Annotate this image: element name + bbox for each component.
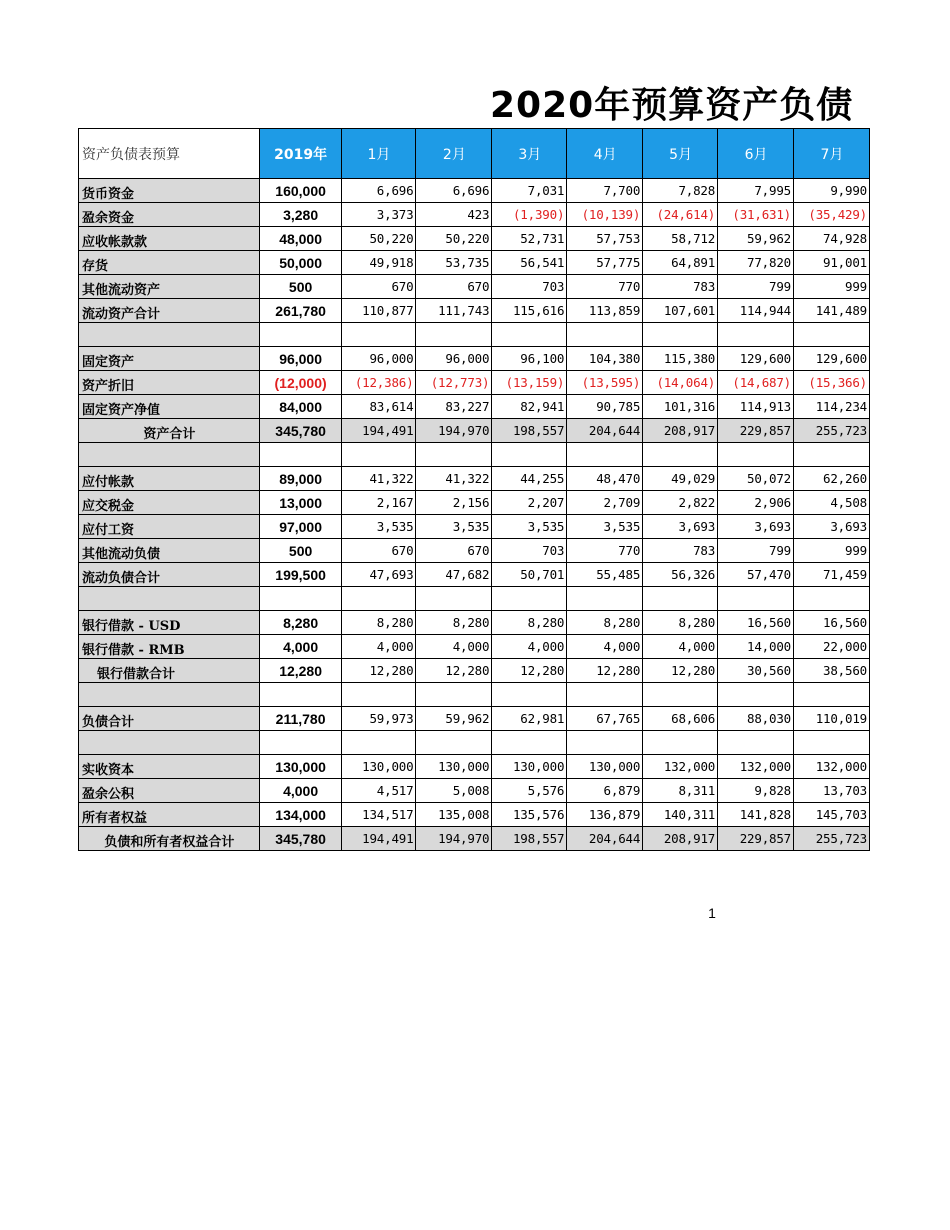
table-row [79,659,870,683]
month-value-cell[interactable]: 130,000 [341,755,416,779]
empty-cell[interactable] [259,587,341,611]
month-value-cell[interactable]: 5,008 [416,779,492,803]
month-value-cell[interactable]: 110,877 [341,299,416,323]
month-value-cell[interactable]: 3,535 [341,515,416,539]
month-value-cell[interactable]: 3,535 [492,515,567,539]
month-value-cell[interactable]: 2,822 [643,491,718,515]
month-value-cell[interactable]: 57,775 [567,251,643,275]
month-value-cell[interactable]: 132,000 [794,755,870,779]
spreadsheet-viewport [78,128,870,863]
empty-cell[interactable] [643,683,718,707]
empty-cell[interactable] [567,323,643,347]
month-value-cell[interactable]: 41,322 [341,467,416,491]
empty-cell[interactable] [259,323,341,347]
table-row [79,467,870,491]
month-value-cell[interactable]: 783 [643,275,718,299]
month-value-cell[interactable]: 3,535 [567,515,643,539]
month-value-cell[interactable]: 229,857 [718,419,794,443]
empty-cell[interactable] [794,587,870,611]
month-value-cell[interactable]: 208,917 [643,419,718,443]
month-value-cell[interactable]: (12,386) [341,371,416,395]
month-value-cell[interactable]: 135,008 [416,803,492,827]
month-value-cell[interactable]: 3,693 [643,515,718,539]
month-value-cell[interactable]: 783 [643,539,718,563]
empty-cell[interactable] [341,683,416,707]
month-value-cell[interactable]: 132,000 [718,755,794,779]
row-label[interactable]: 其他流动负债 [79,539,260,563]
table-row [79,395,870,419]
month-value-cell[interactable]: 91,001 [794,251,870,275]
month-value-cell[interactable]: 423 [416,203,492,227]
column-header[interactable]: 4月 [567,129,643,179]
month-value-cell[interactable]: 16,560 [794,611,870,635]
month-value-cell[interactable]: 12,280 [416,659,492,683]
month-value-cell[interactable]: 38,560 [794,659,870,683]
row-label[interactable]: 资产合计 [79,419,260,443]
base-year-cell[interactable]: 97,000 [259,515,341,539]
empty-cell[interactable] [341,443,416,467]
month-value-cell[interactable]: 6,879 [567,779,643,803]
month-value-cell[interactable]: 204,644 [567,419,643,443]
month-value-cell[interactable]: (24,614) [643,203,718,227]
empty-cell[interactable] [718,731,794,755]
month-value-cell[interactable]: 129,600 [718,347,794,371]
base-year-cell[interactable]: 84,000 [259,395,341,419]
month-value-cell[interactable]: 101,316 [643,395,718,419]
empty-cell[interactable] [341,731,416,755]
month-value-cell[interactable]: 59,973 [341,707,416,731]
month-value-cell[interactable]: 2,167 [341,491,416,515]
corner-label: 资产负债表预算 [79,129,260,179]
month-value-cell[interactable]: 110,019 [794,707,870,731]
month-value-cell[interactable]: 6,696 [416,179,492,203]
month-value-cell[interactable]: 59,962 [416,707,492,731]
month-value-cell[interactable]: 9,990 [794,179,870,203]
month-value-cell[interactable]: 82,941 [492,395,567,419]
month-value-cell[interactable]: 130,000 [567,755,643,779]
month-value-cell[interactable]: 114,944 [718,299,794,323]
month-value-cell[interactable]: 670 [341,275,416,299]
empty-cell[interactable] [416,731,492,755]
column-header[interactable]: 7月 [794,129,870,179]
base-year-cell[interactable]: 261,780 [259,299,341,323]
empty-cell[interactable] [259,443,341,467]
month-value-cell[interactable]: 88,030 [718,707,794,731]
base-year-cell[interactable]: 48,000 [259,227,341,251]
month-value-cell[interactable]: 62,981 [492,707,567,731]
row-label-cell[interactable] [79,323,260,347]
empty-cell[interactable] [643,731,718,755]
empty-cell[interactable] [416,587,492,611]
month-value-cell[interactable]: (14,064) [643,371,718,395]
month-value-cell[interactable]: 670 [416,539,492,563]
empty-cell[interactable] [492,323,567,347]
empty-cell[interactable] [567,731,643,755]
base-year-cell[interactable]: 12,280 [259,659,341,683]
month-value-cell[interactable]: 703 [492,539,567,563]
month-value-cell[interactable]: 62,260 [794,467,870,491]
month-value-cell[interactable]: (31,631) [718,203,794,227]
month-value-cell[interactable]: 194,970 [416,827,492,851]
month-value-cell[interactable]: (14,687) [718,371,794,395]
month-value-cell[interactable]: 3,535 [416,515,492,539]
month-value-cell[interactable]: 4,000 [643,635,718,659]
row-label[interactable]: 资产折旧 [79,371,260,395]
base-year-cell[interactable]: 134,000 [259,803,341,827]
blank-row [79,731,870,755]
column-header[interactable]: 6月 [718,129,794,179]
empty-cell[interactable] [718,587,794,611]
month-value-cell[interactable]: 255,723 [794,827,870,851]
month-value-cell[interactable]: 115,616 [492,299,567,323]
month-value-cell[interactable]: (12,773) [416,371,492,395]
row-label[interactable]: 所有者权益 [79,803,260,827]
table-row [79,371,870,395]
month-value-cell[interactable]: 50,220 [341,227,416,251]
month-value-cell[interactable]: 8,280 [643,611,718,635]
row-label-cell[interactable] [79,587,260,611]
row-label-cell[interactable] [79,683,260,707]
table-body [79,179,870,851]
column-header[interactable]: 3月 [492,129,567,179]
empty-cell[interactable] [643,443,718,467]
month-value-cell[interactable]: 96,000 [416,347,492,371]
month-value-cell[interactable]: 7,031 [492,179,567,203]
empty-cell[interactable] [259,731,341,755]
month-value-cell[interactable]: 74,928 [794,227,870,251]
row-label[interactable]: 存货 [79,251,260,275]
table-row [79,827,870,851]
empty-cell[interactable] [643,323,718,347]
row-label[interactable]: 盈余资金 [79,203,260,227]
month-value-cell[interactable]: 8,280 [416,611,492,635]
month-value-cell[interactable]: 49,918 [341,251,416,275]
row-label[interactable]: 货币资金 [79,179,260,203]
month-value-cell[interactable]: 999 [794,275,870,299]
month-value-cell[interactable]: 670 [416,275,492,299]
month-value-cell[interactable]: 59,962 [718,227,794,251]
table-row [79,611,870,635]
month-value-cell[interactable]: 999 [794,539,870,563]
month-value-cell[interactable]: 56,541 [492,251,567,275]
month-value-cell[interactable]: 12,280 [492,659,567,683]
month-value-cell[interactable]: 130,000 [416,755,492,779]
row-label[interactable]: 固定资产净值 [79,395,260,419]
empty-cell[interactable] [567,683,643,707]
month-value-cell[interactable]: 194,491 [341,827,416,851]
base-year-cell[interactable]: 500 [259,275,341,299]
month-value-cell[interactable]: 56,326 [643,563,718,587]
month-value-cell[interactable]: 77,820 [718,251,794,275]
table-row [79,275,870,299]
empty-cell[interactable] [794,443,870,467]
month-value-cell[interactable]: 2,207 [492,491,567,515]
month-value-cell[interactable]: 141,828 [718,803,794,827]
table-row [79,635,870,659]
month-value-cell[interactable]: 198,557 [492,827,567,851]
month-value-cell[interactable]: 130,000 [492,755,567,779]
row-label[interactable]: 银行借款合计 [79,659,260,683]
month-value-cell[interactable]: 204,644 [567,827,643,851]
empty-cell[interactable] [567,587,643,611]
base-year-cell[interactable]: 211,780 [259,707,341,731]
base-year-cell[interactable]: 160,000 [259,179,341,203]
blank-row [79,443,870,467]
month-value-cell[interactable]: 53,735 [416,251,492,275]
row-label-cell[interactable] [79,731,260,755]
month-value-cell[interactable]: 770 [567,275,643,299]
month-value-cell[interactable]: 3,373 [341,203,416,227]
month-value-cell[interactable]: 49,029 [643,467,718,491]
month-value-cell[interactable]: 670 [341,539,416,563]
base-year-cell[interactable]: 130,000 [259,755,341,779]
month-value-cell[interactable]: 198,557 [492,419,567,443]
month-value-cell[interactable]: 44,255 [492,467,567,491]
month-value-cell[interactable]: (35,429) [794,203,870,227]
column-header[interactable]: 1月 [341,129,416,179]
month-value-cell[interactable]: 12,280 [341,659,416,683]
base-year-cell[interactable]: 199,500 [259,563,341,587]
month-value-cell[interactable]: 30,560 [718,659,794,683]
month-value-cell[interactable]: 58,712 [643,227,718,251]
month-value-cell[interactable]: 4,000 [567,635,643,659]
base-year-cell[interactable]: 4,000 [259,779,341,803]
base-year-cell[interactable]: 96,000 [259,347,341,371]
month-value-cell[interactable]: (13,595) [567,371,643,395]
empty-cell[interactable] [718,443,794,467]
column-header[interactable]: 2月 [416,129,492,179]
table-row [79,779,870,803]
month-value-cell[interactable]: 71,459 [794,563,870,587]
base-year-cell[interactable]: 50,000 [259,251,341,275]
row-label[interactable]: 负债合计 [79,707,260,731]
row-label[interactable]: 银行借款 - USD [79,611,260,635]
month-value-cell[interactable]: 55,485 [567,563,643,587]
empty-cell[interactable] [718,323,794,347]
month-value-cell[interactable]: 140,311 [643,803,718,827]
month-value-cell[interactable]: 68,606 [643,707,718,731]
base-year-cell[interactable]: 8,280 [259,611,341,635]
month-value-cell[interactable]: 114,913 [718,395,794,419]
month-value-cell[interactable]: 3,693 [794,515,870,539]
month-value-cell[interactable]: 770 [567,539,643,563]
month-value-cell[interactable]: 115,380 [643,347,718,371]
table-row [79,179,870,203]
empty-cell[interactable] [341,587,416,611]
month-value-cell[interactable]: 194,491 [341,419,416,443]
row-label[interactable]: 其他流动资产 [79,275,260,299]
month-value-cell[interactable]: 134,517 [341,803,416,827]
month-value-cell[interactable]: 129,600 [794,347,870,371]
month-value-cell[interactable]: 229,857 [718,827,794,851]
month-value-cell[interactable]: 12,280 [567,659,643,683]
table-row [79,419,870,443]
month-value-cell[interactable]: 4,000 [492,635,567,659]
month-value-cell[interactable]: 8,280 [341,611,416,635]
month-value-cell[interactable]: 145,703 [794,803,870,827]
month-value-cell[interactable]: 16,560 [718,611,794,635]
base-year-cell[interactable]: 345,780 [259,827,341,851]
row-label[interactable]: 盈余公积 [79,779,260,803]
base-year-cell[interactable]: 345,780 [259,419,341,443]
month-value-cell[interactable]: 50,220 [416,227,492,251]
month-value-cell[interactable]: 9,828 [718,779,794,803]
month-value-cell[interactable]: 8,280 [567,611,643,635]
month-value-cell[interactable]: 7,828 [643,179,718,203]
month-value-cell[interactable]: 3,693 [718,515,794,539]
month-value-cell[interactable]: 48,470 [567,467,643,491]
sheet-title: 2020年预算资产负债 [490,85,854,126]
month-value-cell[interactable]: 64,891 [643,251,718,275]
empty-cell[interactable] [492,683,567,707]
month-value-cell[interactable]: 136,879 [567,803,643,827]
row-label[interactable]: 应收帐款款 [79,227,260,251]
month-value-cell[interactable]: 208,917 [643,827,718,851]
empty-cell[interactable] [341,323,416,347]
month-value-cell[interactable]: 96,100 [492,347,567,371]
base-year-cell[interactable]: 13,000 [259,491,341,515]
empty-cell[interactable] [794,731,870,755]
balance-sheet-table [78,128,870,851]
month-value-cell[interactable]: 107,601 [643,299,718,323]
table-row [79,755,870,779]
month-value-cell[interactable]: 6,696 [341,179,416,203]
table-row [79,491,870,515]
month-value-cell[interactable]: 50,701 [492,563,567,587]
month-value-cell[interactable]: 12,280 [643,659,718,683]
month-value-cell[interactable]: 8,280 [492,611,567,635]
month-value-cell[interactable]: 132,000 [643,755,718,779]
month-value-cell[interactable]: 135,576 [492,803,567,827]
month-value-cell[interactable]: 114,234 [794,395,870,419]
empty-cell[interactable] [643,587,718,611]
base-year-cell[interactable]: 3,280 [259,203,341,227]
month-value-cell[interactable]: 50,072 [718,467,794,491]
month-value-cell[interactable]: 104,380 [567,347,643,371]
base-year-cell[interactable]: 89,000 [259,467,341,491]
month-value-cell[interactable]: 113,859 [567,299,643,323]
empty-cell[interactable] [567,443,643,467]
page-number: 1 [708,905,716,921]
empty-cell[interactable] [259,683,341,707]
month-value-cell[interactable]: 4,000 [341,635,416,659]
row-label[interactable]: 负债和所有者权益合计 [79,827,260,851]
month-value-cell[interactable]: 8,311 [643,779,718,803]
month-value-cell[interactable]: 799 [718,275,794,299]
month-value-cell[interactable]: 111,743 [416,299,492,323]
table-row [79,803,870,827]
month-value-cell[interactable]: 52,731 [492,227,567,251]
blank-row [79,323,870,347]
month-value-cell[interactable]: 22,000 [794,635,870,659]
table-row [79,299,870,323]
month-value-cell[interactable]: 2,156 [416,491,492,515]
month-value-cell[interactable]: 67,765 [567,707,643,731]
empty-cell[interactable] [416,323,492,347]
table-row [79,707,870,731]
empty-cell[interactable] [492,587,567,611]
month-value-cell[interactable]: (10,139) [567,203,643,227]
table-row [79,539,870,563]
month-value-cell[interactable]: 47,693 [341,563,416,587]
blank-row [79,587,870,611]
month-value-cell[interactable]: (15,366) [794,371,870,395]
base-year-cell[interactable]: 4,000 [259,635,341,659]
month-value-cell[interactable]: 799 [718,539,794,563]
month-value-cell[interactable]: 4,508 [794,491,870,515]
row-label[interactable]: 应交税金 [79,491,260,515]
empty-cell[interactable] [718,683,794,707]
table-row [79,563,870,587]
month-value-cell[interactable]: 90,785 [567,395,643,419]
month-value-cell[interactable]: 703 [492,275,567,299]
row-label[interactable]: 流动资产合计 [79,299,260,323]
table-row [79,227,870,251]
row-label-cell[interactable] [79,443,260,467]
column-header[interactable]: 2019年 [259,129,341,179]
month-value-cell[interactable]: 13,703 [794,779,870,803]
row-label[interactable]: 应付帐款 [79,467,260,491]
month-value-cell[interactable]: 83,227 [416,395,492,419]
table-row [79,203,870,227]
base-year-cell[interactable]: 500 [259,539,341,563]
month-value-cell[interactable]: 141,489 [794,299,870,323]
month-value-cell[interactable]: 14,000 [718,635,794,659]
month-value-cell[interactable]: 5,576 [492,779,567,803]
month-value-cell[interactable]: 4,000 [416,635,492,659]
empty-cell[interactable] [416,683,492,707]
table-row [79,251,870,275]
month-value-cell[interactable]: 7,700 [567,179,643,203]
month-value-cell[interactable]: 47,682 [416,563,492,587]
header-row [79,129,870,179]
row-label[interactable]: 应付工资 [79,515,260,539]
empty-cell[interactable] [794,683,870,707]
empty-cell[interactable] [794,323,870,347]
month-value-cell[interactable]: 96,000 [341,347,416,371]
empty-cell[interactable] [492,731,567,755]
empty-cell[interactable] [492,443,567,467]
month-value-cell[interactable]: 194,970 [416,419,492,443]
month-value-cell[interactable]: 57,753 [567,227,643,251]
table-row [79,515,870,539]
empty-cell[interactable] [416,443,492,467]
row-label[interactable]: 固定资产 [79,347,260,371]
row-label[interactable]: 实收资本 [79,755,260,779]
month-value-cell[interactable]: 255,723 [794,419,870,443]
month-value-cell[interactable]: 41,322 [416,467,492,491]
month-value-cell[interactable]: 2,906 [718,491,794,515]
month-value-cell[interactable]: (1,390) [492,203,567,227]
blank-row [79,683,870,707]
month-value-cell[interactable]: 57,470 [718,563,794,587]
month-value-cell[interactable]: (13,159) [492,371,567,395]
month-value-cell[interactable]: 4,517 [341,779,416,803]
month-value-cell[interactable]: 2,709 [567,491,643,515]
row-label[interactable]: 流动负债合计 [79,563,260,587]
base-year-cell[interactable]: (12,000) [259,371,341,395]
column-header[interactable]: 5月 [643,129,718,179]
table-row [79,347,870,371]
month-value-cell[interactable]: 83,614 [341,395,416,419]
row-label[interactable]: 银行借款 - RMB [79,635,260,659]
month-value-cell[interactable]: 7,995 [718,179,794,203]
